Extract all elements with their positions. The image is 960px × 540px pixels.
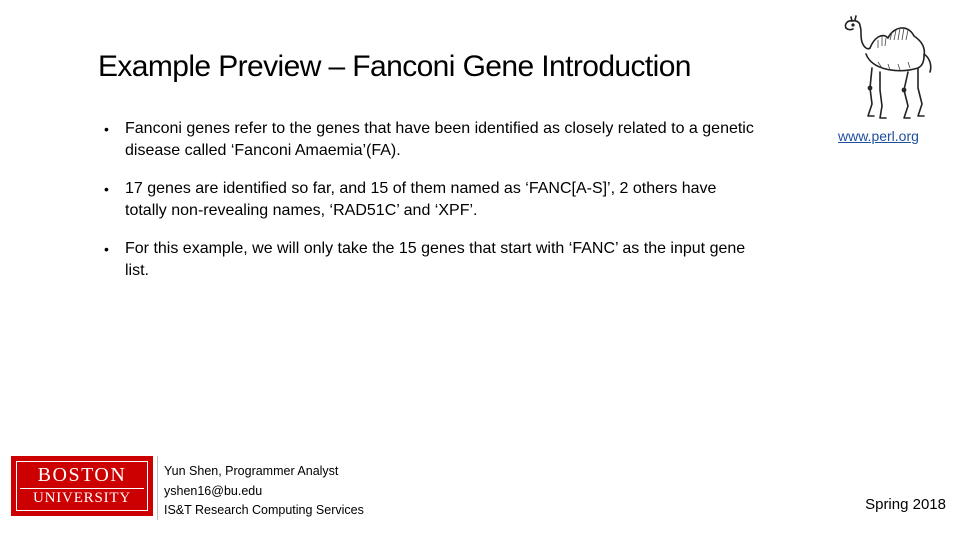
footer-divider <box>157 456 158 520</box>
contact-org: IS&T Research Computing Services <box>164 503 364 517</box>
bullet-text: Fanconi genes refer to the genes that have been identified as closely related to a genetic disease called ‘Fanconi Amaemia’(FA). <box>125 120 754 159</box>
logo-rule <box>20 488 144 489</box>
bullet-item <box>100 178 760 222</box>
bullet-list <box>100 118 760 298</box>
bullet-item <box>100 118 760 162</box>
boston-university-logo <box>11 456 153 516</box>
season-label: Spring 2018 <box>865 496 946 513</box>
logo-line-1: BOSTON <box>37 464 127 486</box>
camel-icon <box>838 12 938 124</box>
bullet-glyph: • <box>104 121 109 137</box>
perl-link[interactable]: www.perl.org <box>838 128 919 144</box>
contact-block <box>164 462 364 521</box>
contact-email: yshen16@bu.edu <box>164 483 263 498</box>
logo-line-2: UNIVERSITY <box>33 490 131 506</box>
bullet-text: 17 genes are identified so far, and 15 of them named as ‘FANC[A-S]’, 2 others have totally non-revealing names, ‘RAD51C’ and ‘XPF’. <box>125 180 717 219</box>
bullet-item <box>100 238 760 282</box>
bullet-glyph: • <box>104 181 109 197</box>
contact-name: Yun Shen, Programmer Analyst <box>164 464 339 478</box>
slide-title: Example Preview – Fanconi Gene Introduction <box>98 50 691 83</box>
bullet-glyph: • <box>104 241 109 257</box>
bullet-text: For this example, we will only take the 15 genes that start with ‘FANC’ as the input gene list. <box>125 240 746 279</box>
